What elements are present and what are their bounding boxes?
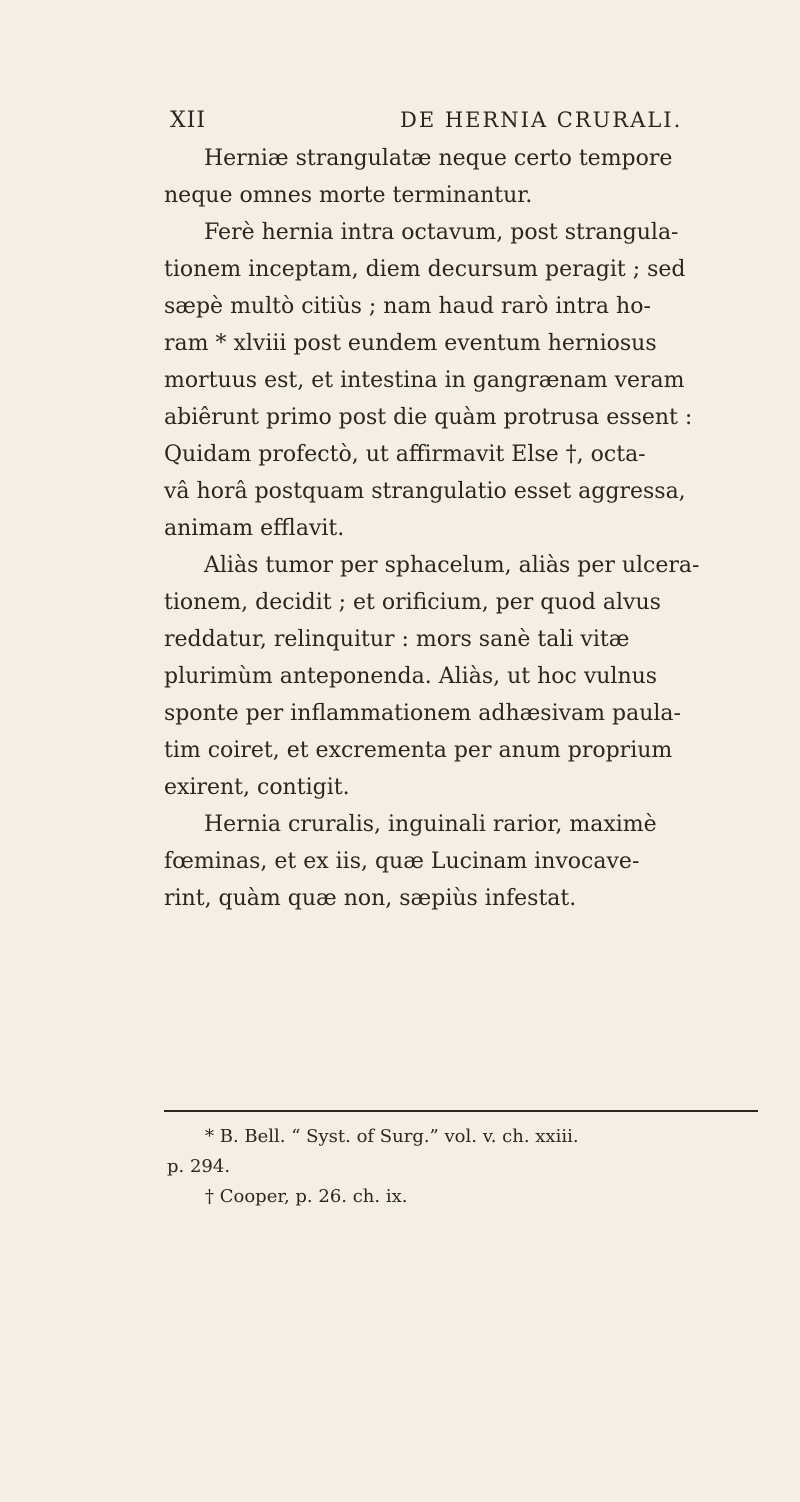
text-line: neque omnes morte terminantur. bbox=[164, 183, 533, 208]
text-line: fœminas, et ex iis, quæ Lucinam invocave- bbox=[164, 849, 640, 874]
footnote-divider bbox=[164, 1110, 758, 1112]
text-line: tionem, decidit ; et orificium, per quod alvus bbox=[164, 590, 661, 615]
footnote-line: p. 294. bbox=[167, 1156, 231, 1177]
running-head: DE HERNIA CRURALI. bbox=[400, 108, 683, 132]
text-line: plurimùm anteponenda. Aliàs, ut hoc vulnus bbox=[164, 664, 658, 689]
text-line: sponte per inflammationem adhæsivam paula- bbox=[164, 701, 681, 726]
text-line: tionem inceptam, diem decursum peragit ; sed bbox=[164, 257, 686, 282]
text-line: Ferè hernia intra octavum, post strangula- bbox=[204, 220, 679, 245]
text-line: Herniæ strangulatæ neque certo tempore bbox=[204, 146, 673, 171]
text-line: mortuus est, et intestina in gangrænam veram bbox=[164, 368, 685, 393]
text-line: tim coiret, et excrementa per anum proprium bbox=[164, 738, 673, 763]
text-line: abiêrunt primo post die quàm protrusa essent : bbox=[164, 405, 693, 430]
text-line: exirent, contigit. bbox=[164, 775, 350, 800]
page-number: XII bbox=[170, 108, 207, 133]
body-text bbox=[164, 140, 758, 917]
text-line: rint, quàm quæ non, sæpiùs infestat. bbox=[164, 886, 577, 911]
footnote-line: * B. Bell. “ Syst. of Surg.” vol. v. ch. xxiii. bbox=[205, 1126, 579, 1147]
text-line: vâ horâ postquam strangulatio esset aggressa, bbox=[164, 479, 686, 504]
text-line: sæpè multò citiùs ; nam haud rarò intra ho- bbox=[164, 294, 651, 319]
footnote-line: † Cooper, p. 26. ch. ix. bbox=[205, 1186, 408, 1207]
footnotes bbox=[167, 1122, 758, 1212]
text-line: Quidam profectò, ut affirmavit Else †, octa- bbox=[164, 442, 646, 467]
page-header bbox=[170, 108, 730, 140]
text-line: reddatur, relinquitur : mors sanè tali vitæ bbox=[164, 627, 630, 652]
text-line: Aliàs tumor per sphacelum, aliàs per ulcera- bbox=[204, 553, 700, 578]
text-line: Hernia cruralis, inguinali rarior, maximè bbox=[204, 812, 657, 837]
text-line: ram * xlviii post eundem eventum herniosus bbox=[164, 331, 657, 356]
text-line: animam efflavit. bbox=[164, 516, 345, 541]
